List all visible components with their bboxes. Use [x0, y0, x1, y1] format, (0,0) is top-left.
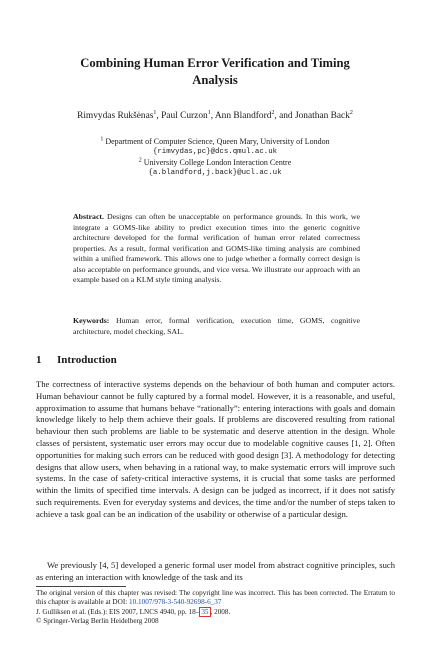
section-number: 1 — [36, 354, 42, 366]
citation-suffix: , 2008. — [210, 607, 231, 616]
section-heading — [36, 354, 117, 366]
affiliation-mark: 2 — [138, 157, 142, 164]
title-line-2: Analysis — [192, 73, 238, 87]
citation-page-link[interactable]: 35 — [201, 607, 209, 616]
citation-text: J. Gulliksen et al. (Eds.): EIS 2007, LNCS 4940, pp. 18– — [36, 607, 200, 616]
keywords-text: Human error, formal verification, execution time, GOMS, cognitive architecture, model checking, SAL. — [73, 316, 360, 336]
copyright-line: © Springer-Verlag Berlin Heidelberg 2008 — [36, 617, 159, 626]
abstract-text: Designs can often be unacceptable on performance grounds. In this work, we integrate a GOMS-like ability to predict execution times into the generic cognitive architecture developed for the formal verification of human error related correctness properties. As a result, formal verification and GOMS-like timing analysis are combined within a unified framework. This allows one to judge whether a formally correct design is also acceptable on performance grounds, and vice versa. We illustrate our approach with an example based on a KLM style timing analysis. — [73, 212, 360, 285]
footnote-divider — [36, 586, 126, 587]
affiliation-2 — [30, 158, 400, 169]
author-name: Rimvydas Rukšėnas — [77, 111, 154, 121]
body-paragraph-1: The correctness of interactive systems depends on the behaviour of both human and computer actors. Human behaviour cannot be fully captured by a formal model. However, it is a reasonable, and useful, approximation to assume that humans behave “rationally”: entering interactions with goals and domain knowledge likely to help them achieve their goals. If problems are discovered resulting from rational behaviour then such problems are liable to be systematic and deserve attention in the design. Whole classes of persistent, systematic user errors may occur due to modelable cognitive causes [1, 2]. Often opportunities for making such errors can be reduced with good design [3]. A methodology for detecting designs that allow users, when behaving in a rational way, to make systematic errors will improve such systems. In the case of safety-critical interactive systems, it is crucial that some tasks are performed within the limits of specified time intervals. A design can be judged as incorrect, if it does not satisfy such requirements. Even for everyday systems and devices, the time and/or the number of steps taken to achieve a task goal can be an indication of the usability or otherwise of a particular design. — [36, 379, 395, 519]
author-separator: , — [210, 111, 215, 121]
author-separator: , — [156, 111, 162, 121]
affiliation-1 — [30, 137, 400, 148]
author-affiliation-mark: 1 — [207, 109, 211, 116]
keywords-label: Keywords: — [73, 316, 110, 325]
author-name: Ann Blandford — [214, 111, 272, 121]
body-paragraph-2: We previously [4, 5] developed a generic formal user model from abstract cognitive principles, such as entering an interaction with knowledge of the task and its — [36, 560, 395, 582]
affiliation-name: University College London Interaction Centre — [143, 158, 292, 167]
abstract-label: Abstract. — [73, 212, 104, 221]
citation-line — [36, 608, 395, 617]
paper-title — [40, 55, 390, 89]
doi-link[interactable]: 10.1007/978-3-540-92698-6_37 — [129, 598, 222, 607]
affiliation-mark: 1 — [100, 136, 104, 143]
keywords — [73, 316, 360, 337]
section-title: Introduction — [57, 354, 117, 366]
erratum-note — [36, 589, 395, 608]
affiliation-2-email: {a.blandford,j.back}@ucl.ac.uk — [148, 169, 282, 177]
erratum-text: The original version of this chapter was revised: The copyright line was incorrect. This has been corrected. The Erratum to this chapter is available at DOI: — [36, 589, 395, 607]
author-separator: , and — [274, 111, 295, 121]
affiliation-1-email: {rimvydas,pc}@dcs.qmul.ac.uk — [152, 148, 278, 156]
author-affiliation-mark: 2 — [349, 109, 353, 116]
page-footer — [36, 589, 395, 627]
author-list — [20, 110, 410, 122]
author-name: Paul Curzon — [161, 111, 208, 121]
author-affiliation-mark: 2 — [271, 109, 275, 116]
affiliation-name: Department of Computer Science, Queen Mary, University of London — [105, 137, 330, 146]
author-affiliation-mark: 1 — [153, 109, 157, 116]
author-name: Jonathan Back — [294, 111, 350, 121]
abstract — [73, 212, 360, 286]
title-line-1: Combining Human Error Verification and Timing — [80, 56, 350, 70]
